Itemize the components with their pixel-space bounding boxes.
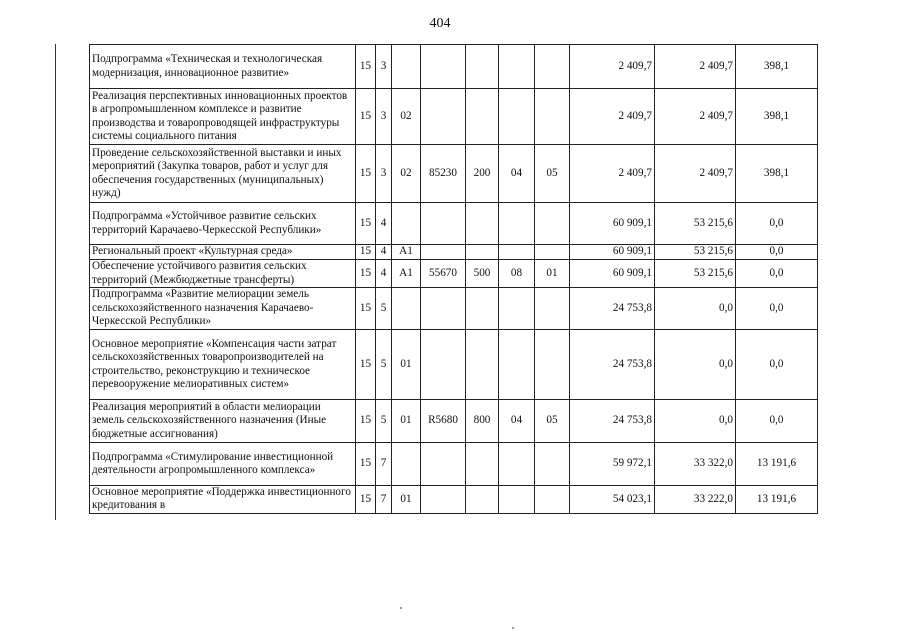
program-code-cell: 15 bbox=[356, 486, 376, 514]
event-code-cell: 01 bbox=[392, 486, 421, 514]
row-name-cell: Подпрограмма «Техническая и технологическая модернизация, инновационное развитие» bbox=[90, 45, 356, 89]
section-cell bbox=[499, 45, 535, 89]
subprogram-code-cell: 7 bbox=[376, 486, 392, 514]
amount-year2-cell: 0,0 bbox=[655, 330, 736, 400]
table-row bbox=[90, 288, 818, 330]
amount-year2-cell: 2 409,7 bbox=[655, 145, 736, 203]
expense-type-cell bbox=[466, 89, 499, 145]
program-code-cell: 15 bbox=[356, 145, 376, 203]
program-code-cell: 15 bbox=[356, 45, 376, 89]
left-margin-line bbox=[55, 44, 56, 520]
subprogram-code-cell: 4 bbox=[376, 245, 392, 260]
section-cell: 04 bbox=[499, 145, 535, 203]
table-row bbox=[90, 260, 818, 288]
section-cell bbox=[499, 486, 535, 514]
row-name-cell: Реализация мероприятий в области мелиорации земель сельскохозяйственного назначения (Иные бюджетные ассигнования) bbox=[90, 400, 356, 443]
subprogram-code-cell: 3 bbox=[376, 89, 392, 145]
table-row bbox=[90, 245, 818, 260]
amount-year2-cell: 33 222,0 bbox=[655, 486, 736, 514]
budget-table bbox=[89, 44, 818, 514]
amount-year2-cell: 0,0 bbox=[655, 288, 736, 330]
expense-type-cell bbox=[466, 203, 499, 245]
amount-year1-cell: 60 909,1 bbox=[570, 245, 655, 260]
table-row bbox=[90, 330, 818, 400]
table-row bbox=[90, 89, 818, 145]
amount-year1-cell: 60 909,1 bbox=[570, 260, 655, 288]
direction-code-cell bbox=[421, 45, 466, 89]
expense-type-cell: 800 bbox=[466, 400, 499, 443]
amount-year1-cell: 59 972,1 bbox=[570, 443, 655, 486]
section-cell bbox=[499, 330, 535, 400]
section-cell: 08 bbox=[499, 260, 535, 288]
amount-year3-cell: 13 191,6 bbox=[736, 486, 818, 514]
scan-speck bbox=[512, 627, 514, 629]
table-row bbox=[90, 400, 818, 443]
subsection-cell bbox=[535, 486, 570, 514]
amount-year2-cell: 2 409,7 bbox=[655, 45, 736, 89]
expense-type-cell: 200 bbox=[466, 145, 499, 203]
subsection-cell: 05 bbox=[535, 400, 570, 443]
amount-year1-cell: 24 753,8 bbox=[570, 400, 655, 443]
amount-year3-cell: 398,1 bbox=[736, 145, 818, 203]
subprogram-code-cell: 5 bbox=[376, 330, 392, 400]
amount-year3-cell: 0,0 bbox=[736, 245, 818, 260]
event-code-cell bbox=[392, 288, 421, 330]
direction-code-cell: 85230 bbox=[421, 145, 466, 203]
amount-year2-cell: 53 215,6 bbox=[655, 260, 736, 288]
amount-year3-cell: 0,0 bbox=[736, 400, 818, 443]
subprogram-code-cell: 5 bbox=[376, 400, 392, 443]
direction-code-cell bbox=[421, 330, 466, 400]
subsection-cell: 01 bbox=[535, 260, 570, 288]
subsection-cell bbox=[535, 203, 570, 245]
subprogram-code-cell: 4 bbox=[376, 260, 392, 288]
page-number: 404 bbox=[429, 16, 451, 31]
subsection-cell bbox=[535, 245, 570, 260]
direction-code-cell: R5680 bbox=[421, 400, 466, 443]
event-code-cell: 01 bbox=[392, 330, 421, 400]
table-row bbox=[90, 145, 818, 203]
event-code-cell: А1 bbox=[392, 260, 421, 288]
row-name-cell: Основное мероприятие «Поддержка инвестиционного кредитования в bbox=[90, 486, 356, 514]
table-row bbox=[90, 45, 818, 89]
amount-year2-cell: 53 215,6 bbox=[655, 245, 736, 260]
subsection-cell bbox=[535, 288, 570, 330]
amount-year1-cell: 54 023,1 bbox=[570, 486, 655, 514]
expense-type-cell bbox=[466, 45, 499, 89]
subprogram-code-cell: 3 bbox=[376, 145, 392, 203]
subsection-cell bbox=[535, 89, 570, 145]
subprogram-code-cell: 3 bbox=[376, 45, 392, 89]
event-code-cell: 02 bbox=[392, 89, 421, 145]
direction-code-cell bbox=[421, 245, 466, 260]
program-code-cell: 15 bbox=[356, 400, 376, 443]
table-row bbox=[90, 443, 818, 486]
row-name-cell: Реализация перспективных инновационных проектов в агропромышленном комплексе и развитие производства и товаропроводящей инфраструктуры системы социального питания bbox=[90, 89, 356, 145]
expense-type-cell bbox=[466, 288, 499, 330]
event-code-cell bbox=[392, 203, 421, 245]
program-code-cell: 15 bbox=[356, 330, 376, 400]
expense-type-cell bbox=[466, 443, 499, 486]
direction-code-cell bbox=[421, 288, 466, 330]
subsection-cell bbox=[535, 330, 570, 400]
section-cell bbox=[499, 288, 535, 330]
direction-code-cell bbox=[421, 486, 466, 514]
amount-year3-cell: 13 191,6 bbox=[736, 443, 818, 486]
subprogram-code-cell: 7 bbox=[376, 443, 392, 486]
amount-year3-cell: 0,0 bbox=[736, 260, 818, 288]
event-code-cell: 01 bbox=[392, 400, 421, 443]
table-row bbox=[90, 203, 818, 245]
amount-year3-cell: 0,0 bbox=[736, 330, 818, 400]
event-code-cell: А1 bbox=[392, 245, 421, 260]
section-cell bbox=[499, 443, 535, 486]
program-code-cell: 15 bbox=[356, 288, 376, 330]
direction-code-cell bbox=[421, 89, 466, 145]
program-code-cell: 15 bbox=[356, 89, 376, 145]
section-cell bbox=[499, 245, 535, 260]
event-code-cell bbox=[392, 443, 421, 486]
program-code-cell: 15 bbox=[356, 443, 376, 486]
program-code-cell: 15 bbox=[356, 203, 376, 245]
amount-year2-cell: 2 409,7 bbox=[655, 89, 736, 145]
row-name-cell: Подпрограмма «Развитие мелиорации земель сельскохозяйственного назначения Карачаево-Черкесской Республики» bbox=[90, 288, 356, 330]
subsection-cell bbox=[535, 443, 570, 486]
scan-speck bbox=[400, 607, 402, 609]
direction-code-cell: 55670 bbox=[421, 260, 466, 288]
program-code-cell: 15 bbox=[356, 245, 376, 260]
direction-code-cell bbox=[421, 203, 466, 245]
row-name-cell: Подпрограмма «Стимулирование инвестиционной деятельности агропромышленного комплекса» bbox=[90, 443, 356, 486]
expense-type-cell bbox=[466, 486, 499, 514]
amount-year2-cell: 0,0 bbox=[655, 400, 736, 443]
subprogram-code-cell: 5 bbox=[376, 288, 392, 330]
row-name-cell: Основное мероприятие «Компенсация части затрат сельскохозяйственных товаропроизводителей на строительство, реконструкцию и техническое перевооружение мелиоративных систем» bbox=[90, 330, 356, 400]
row-name-cell: Подпрограмма «Устойчивое развитие сельских территорий Карачаево-Черкесской Республики» bbox=[90, 203, 356, 245]
amount-year1-cell: 24 753,8 bbox=[570, 288, 655, 330]
amount-year3-cell: 0,0 bbox=[736, 203, 818, 245]
amount-year1-cell: 24 753,8 bbox=[570, 330, 655, 400]
subsection-cell: 05 bbox=[535, 145, 570, 203]
amount-year3-cell: 398,1 bbox=[736, 89, 818, 145]
amount-year1-cell: 2 409,7 bbox=[570, 145, 655, 203]
amount-year3-cell: 398,1 bbox=[736, 45, 818, 89]
section-cell bbox=[499, 203, 535, 245]
event-code-cell bbox=[392, 45, 421, 89]
amount-year1-cell: 2 409,7 bbox=[570, 89, 655, 145]
expense-type-cell bbox=[466, 245, 499, 260]
row-name-cell: Проведение сельскохозяйственной выставки и иных мероприятий (Закупка товаров, работ и услуг для обеспечения государственных (муниципальных) нужд) bbox=[90, 145, 356, 203]
amount-year1-cell: 60 909,1 bbox=[570, 203, 655, 245]
expense-type-cell bbox=[466, 330, 499, 400]
program-code-cell: 15 bbox=[356, 260, 376, 288]
section-cell bbox=[499, 89, 535, 145]
expense-type-cell: 500 bbox=[466, 260, 499, 288]
event-code-cell: 02 bbox=[392, 145, 421, 203]
amount-year2-cell: 33 322,0 bbox=[655, 443, 736, 486]
row-name-cell: Региональный проект «Культурная среда» bbox=[90, 245, 356, 260]
row-name-cell: Обеспечение устойчивого развития сельских территорий (Межбюджетные трансферты) bbox=[90, 260, 356, 288]
subprogram-code-cell: 4 bbox=[376, 203, 392, 245]
table-row bbox=[90, 486, 818, 514]
direction-code-cell bbox=[421, 443, 466, 486]
amount-year1-cell: 2 409,7 bbox=[570, 45, 655, 89]
amount-year2-cell: 53 215,6 bbox=[655, 203, 736, 245]
section-cell: 04 bbox=[499, 400, 535, 443]
subsection-cell bbox=[535, 45, 570, 89]
amount-year3-cell: 0,0 bbox=[736, 288, 818, 330]
